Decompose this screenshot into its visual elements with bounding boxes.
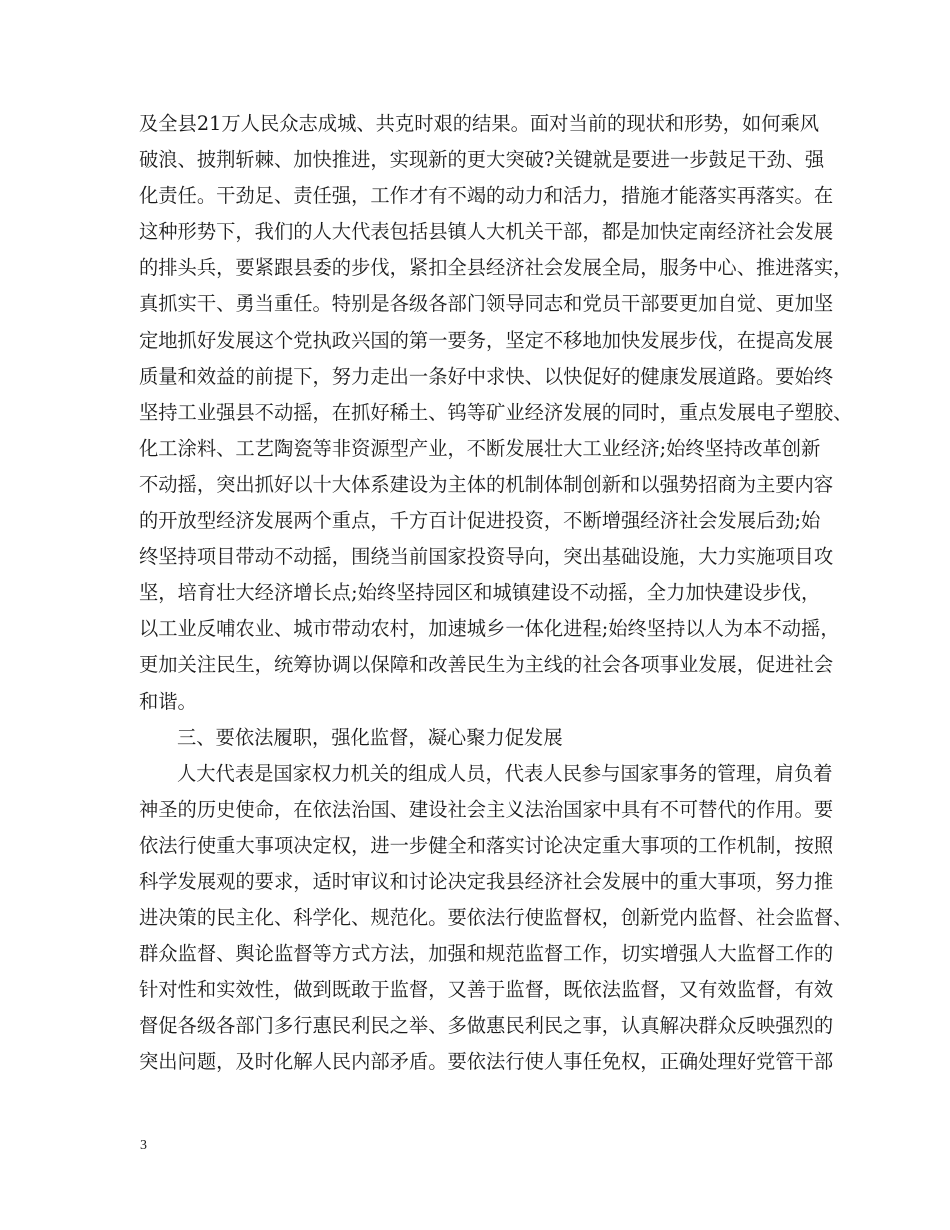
text-line: 群众监督、舆论监督等方式方法，加强和规范监督工作，切实增强人大监督工作的 xyxy=(139,942,834,966)
text-line: 定地抓好发展这个党执政兴国的第一要务，坚定不移地加快发展步伐，在提高发展 xyxy=(139,328,834,352)
text-line: 突出问题，及时化解人民内部矛盾。要依法行使人事任免权，正确处理好党管干部 xyxy=(139,1050,834,1074)
section-heading: 三、要依法履职，强化监督，凝心聚力促发展 xyxy=(177,725,563,749)
text-line: 坚，培育壮大经济增长点;始终坚持园区和城镇建设不动摇，全力加快建设步伐， xyxy=(139,581,821,605)
text-line: 科学发展观的要求，适时审议和讨论决定我县经济社会发展中的重大事项，努力推 xyxy=(139,869,834,893)
text-line: 以工业反哺农业、城市带动农村，加速城乡一体化进程;始终坚持以人为本不动摇， xyxy=(139,617,840,641)
text-line: 真抓实干、勇当重任。特别是各级各部门领导同志和党员干部要更加自觉、更加坚 xyxy=(139,292,834,316)
text-line: 进决策的民主化、科学化、规范化。要依法行使监督权，创新党内监督、社会监督、 xyxy=(139,906,853,930)
text-line: 督促各级各部门多行惠民利民之举、多做惠民利民之事，认真解决群众反映强烈的 xyxy=(139,1014,834,1038)
text-line: 和谐。 xyxy=(139,689,197,713)
text-line: 针对性和实效性，做到既敢于监督，又善于监督，既依法监督，又有效监督，有效 xyxy=(139,978,834,1002)
text-line: 终坚持项目带动不动摇，围绕当前国家投资导向，突出基础设施，大力实施项目攻 xyxy=(139,545,834,569)
text-line: 的开放型经济发展两个重点，千方百计促进投资，不断增强经济社会发展后劲;始 xyxy=(139,509,821,533)
text-line: 更加关注民生，统筹协调以保障和改善民生为主线的社会各项事业发展，促进社会 xyxy=(139,653,834,677)
text-line: 的排头兵，要紧跟县委的步伐，紧扣全县经济社会发展全局，服务中心、推进落实， xyxy=(139,256,853,280)
text-line: 人大代表是国家权力机关的组成人员，代表人民参与国家事务的管理，肩负着 xyxy=(177,761,833,785)
text-line: 这种形势下，我们的人大代表包括县镇人大机关干部，都是加快定南经济社会发展 xyxy=(139,220,834,244)
text-line: 质量和效益的前提下，努力走出一条好中求快、以快促好的健康发展道路。要始终 xyxy=(139,364,834,388)
text-line: 依法行使重大事项决定权，进一步健全和落实讨论决定重大事项的工作机制，按照 xyxy=(139,833,834,857)
page-number: 3 xyxy=(140,1138,147,1153)
text-line: 破浪、披荆斩棘、加快推进，实现新的更大突破?关键就是要进一步鼓足干劲、强 xyxy=(139,148,825,172)
text-line: 化工涂料、工艺陶瓷等非资源型产业，不断发展壮大工业经济;始终坚持改革创新 xyxy=(139,436,821,460)
text-line: 不动摇，突出抓好以十大体系建设为主体的机制体制创新和以强势招商为主要内容 xyxy=(139,472,834,496)
body-text xyxy=(139,106,853,1081)
text-line: 神圣的历史使命，在依法治国、建设社会主义法治国家中具有不可替代的作用。要 xyxy=(139,797,834,821)
text-line: 化责任。干劲足、责任强，工作才有不竭的动力和活力，措施才能落实再落实。在 xyxy=(139,184,834,208)
text-line: 及全县21万人民众志成城、共克时艰的结果。面对当前的现状和形势，如何乘风 xyxy=(139,112,820,135)
text-line: 坚持工业强县不动摇，在抓好稀土、钨等矿业经济发展的同时，重点发展电子塑胶、 xyxy=(139,400,853,424)
